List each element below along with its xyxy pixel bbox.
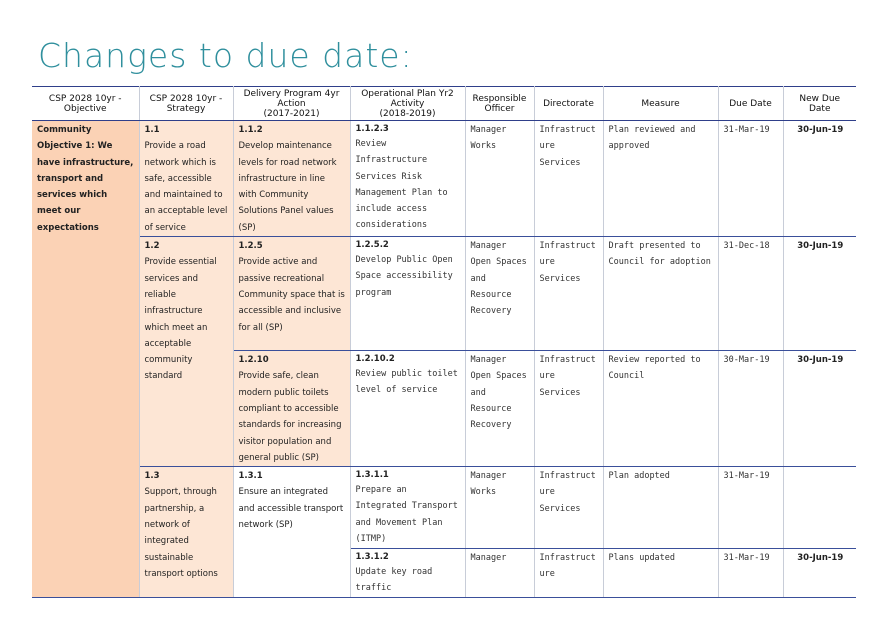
new-due-date-cell: 30-Jun-19 (783, 549, 856, 598)
header-officer-line2: Officer (484, 103, 515, 114)
table-header-row (32, 87, 856, 121)
table-row (32, 237, 856, 351)
page-title: Changes to due date: (38, 36, 413, 75)
strategy-cell (139, 121, 233, 237)
activity-code: 1.2.10.2 (355, 354, 395, 365)
activity-code: 1.2.5.2 (355, 240, 389, 251)
action-code: 1.2.5 (238, 241, 263, 252)
directorate-cell: Infrastructure Services (534, 351, 603, 467)
header-responsible-officer (465, 87, 534, 121)
header-due-date: Due Date (718, 87, 783, 121)
header-delivery-line3: (2017-2021) (263, 108, 320, 119)
header-delivery-line2: Action (277, 98, 306, 109)
due-date-cell: 31-Mar-19 (718, 549, 783, 598)
due-date-cell: 31-Mar-19 (718, 467, 783, 549)
header-strategy: CSP 2028 10yr - Strategy (139, 87, 233, 121)
activity-text: Review public toilet level of service (355, 369, 458, 396)
measure-cell: Plan adopted (603, 467, 718, 549)
action-code: 1.3.1 (238, 471, 263, 482)
action-cell (233, 121, 350, 237)
header-new-due-date (783, 87, 856, 121)
activity-code: 1.3.1.2 (355, 552, 389, 563)
strategy-cell (139, 467, 233, 598)
header-operational-line2: Activity (390, 98, 425, 109)
strategy-code: 1.2 (144, 241, 160, 252)
action-text: Provide safe, clean modern public toilets compliant to accessible standards for increasing visitor population and general public (SP) (238, 371, 342, 463)
due-date-cell: 31-Mar-19 (718, 121, 783, 237)
header-delivery-line1: Delivery Program 4yr (243, 88, 340, 99)
new-due-date-cell (783, 467, 856, 549)
directorate-cell: Infrastructure Services (534, 121, 603, 237)
activity-text: Update key road traffic (355, 567, 433, 594)
measure-cell: Review reported to Council (603, 351, 718, 467)
header-operational-plan (350, 87, 465, 121)
header-new-due-line2: Date (808, 103, 831, 114)
action-text: Ensure an integrated and accessible transport network (SP) (238, 487, 344, 531)
strategy-code: 1.1 (144, 125, 160, 135)
header-operational-line3: (2018-2019) (379, 108, 436, 119)
table-row (32, 121, 856, 237)
measure-cell: Plans updated (603, 549, 718, 598)
strategy-text: Support, through partnership, a network of integrated sustainable transport options (144, 487, 218, 579)
header-measure: Measure (603, 87, 718, 121)
directorate-cell: Infrastructure (534, 549, 603, 598)
header-officer-line1: Responsible (472, 93, 527, 104)
action-cell (233, 237, 350, 351)
officer-cell: Manager Works (465, 467, 534, 549)
new-due-date-cell: 30-Jun-19 (783, 237, 856, 351)
activity-text: Develop Public Open Space accessibility program (355, 255, 453, 298)
action-text: Provide active and passive recreational Community space that is accessible and inclusive for all (SP) (238, 257, 345, 333)
activity-code: 1.3.1.1 (355, 470, 389, 481)
header-objective: CSP 2028 10yr - Objective (32, 87, 139, 121)
directorate-cell: Infrastructure Services (534, 467, 603, 549)
action-code: 1.1.2 (238, 125, 263, 135)
strategy-cell (139, 237, 233, 467)
header-new-due-line1: New Due (799, 93, 841, 104)
strategy-text: Provide essential services and reliable infrastructure which meet an acceptable community standard (144, 257, 217, 382)
action-code: 1.2.10 (238, 355, 269, 366)
header-directorate: Directorate (534, 87, 603, 121)
community-objective-cell: Community Objective 1: We have infrastructure, transport and services which meet our expectations (32, 121, 139, 598)
officer-cell: Manager (465, 549, 534, 598)
measure-cell: Draft presented to Council for adoption (603, 237, 718, 351)
action-text: Develop maintenance levels for road network infrastructure in line with Community Solutions Panel values (SP) (238, 141, 337, 233)
officer-cell: Manager Open Spaces and Resource Recovery (465, 351, 534, 467)
due-date-cell: 30-Mar-19 (718, 351, 783, 467)
activity-cell (350, 351, 465, 467)
action-cell (233, 351, 350, 467)
activity-cell (350, 121, 465, 237)
header-delivery-program (233, 87, 350, 121)
activity-code: 1.1.2.3 (355, 124, 389, 134)
officer-cell: Manager Open Spaces and Resource Recovery (465, 237, 534, 351)
activity-text: Prepare an Integrated Transport and Movement Plan (ITMP) (355, 485, 458, 545)
strategy-code: 1.3 (144, 471, 160, 482)
new-due-date-cell: 30-Jun-19 (783, 121, 856, 237)
header-operational-line1: Operational Plan Yr2 (361, 88, 454, 99)
activity-cell (350, 549, 465, 598)
measure-cell: Plan reviewed and approved (603, 121, 718, 237)
directorate-cell: Infrastructure Services (534, 237, 603, 351)
officer-cell: Manager Works (465, 121, 534, 237)
table-row (32, 467, 856, 549)
activity-text: Review Infrastructure Services Risk Management Plan to include access considerations (355, 139, 448, 231)
activity-cell (350, 237, 465, 351)
action-cell (233, 467, 350, 598)
activity-cell (350, 467, 465, 549)
due-date-cell: 31-Dec-18 (718, 237, 783, 351)
strategy-text: Provide a road network which is safe, accessible and maintained to an acceptable level of service (144, 141, 228, 233)
due-date-changes-table (32, 86, 856, 598)
new-due-date-cell: 30-Jun-19 (783, 351, 856, 467)
